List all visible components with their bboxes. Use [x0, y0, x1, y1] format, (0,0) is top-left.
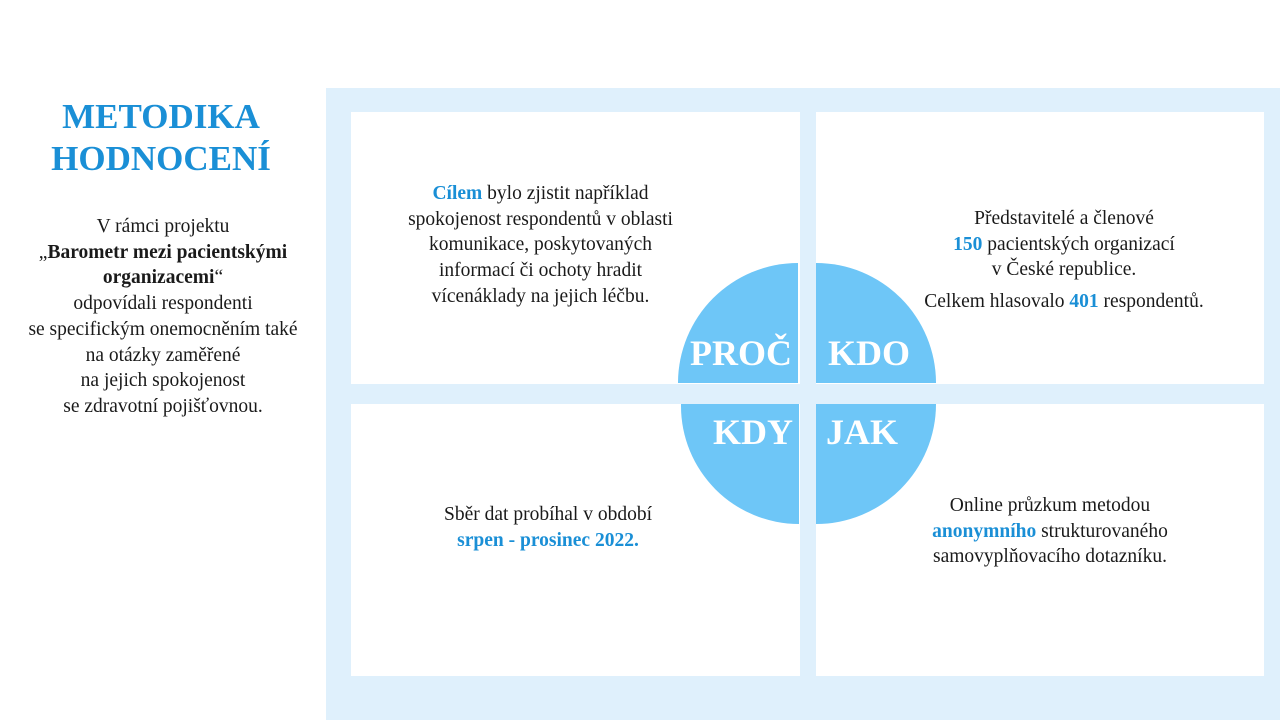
intro-text — [0, 214, 326, 420]
quadrant-kdo-label: KDO — [828, 333, 911, 373]
intro-line: odpovídali respondenti — [73, 293, 253, 315]
quadrant-jak-label: JAK — [826, 412, 898, 452]
kdo-line2-rest: pacientských organizací — [982, 233, 1175, 255]
kdo-text — [864, 206, 1264, 315]
jak-line — [850, 519, 1250, 545]
quadrant-kdy-label: KDY — [713, 412, 793, 452]
intro-line: se specifickým onemocněním také — [28, 318, 298, 340]
proc-line — [351, 181, 730, 207]
jak-text — [850, 493, 1250, 570]
jak-line: Online průzkum metodou — [949, 495, 1151, 516]
jak-line: samovyplňovacího dotazníku. — [933, 546, 1167, 568]
quote-close: “ — [214, 267, 224, 289]
intro-line: se zdravotní pojišťovnou. — [63, 395, 263, 417]
project-name: Barometr mezi pacientskými — [47, 241, 288, 263]
proc-text — [351, 181, 730, 310]
proc-line: spokojenost respondentů v oblasti — [408, 208, 673, 230]
kdo-line — [864, 232, 1264, 258]
kdo-line4-pre: Celkem hlasovalo — [924, 291, 1070, 313]
kdy-period: srpen - prosinec 2022. — [457, 529, 639, 551]
quadrant-proc-label: PROČ — [690, 333, 792, 373]
proc-line1-rest: bylo zjistit například — [482, 183, 649, 204]
page-title — [0, 96, 322, 180]
jak-line2-rest: strukturovaného — [1036, 520, 1168, 542]
jak-highlight: anonymního — [932, 520, 1037, 542]
kdo-respondent-count: 401 — [1069, 291, 1099, 313]
kdy-line: Sběr dat probíhal v období — [444, 504, 652, 525]
proc-line: komunikace, poskytovaných — [428, 234, 653, 256]
page-title-line2: HODNOCENÍ — [51, 139, 271, 178]
intro-line: na otázky zaměřené — [85, 344, 241, 366]
proc-line: informací či ochoty hradit — [438, 260, 643, 282]
kdo-line — [864, 289, 1264, 315]
page-title-line1: METODIKA — [62, 97, 260, 136]
intro-line — [0, 265, 326, 291]
kdo-line4-post: respondentů. — [1098, 291, 1204, 313]
project-name-cont: organizacemi — [102, 267, 215, 289]
kdy-text — [351, 502, 745, 553]
proc-highlight: Cílem — [432, 183, 483, 204]
kdo-line: Představitelé a členové — [974, 208, 1154, 229]
kdo-line: v České republice. — [991, 259, 1137, 281]
intro-line — [0, 240, 326, 266]
methodology-panel — [326, 88, 1280, 720]
intro-line: V rámci projektu — [96, 216, 230, 237]
proc-line: vícenáklady na jejich léčbu. — [431, 285, 650, 307]
intro-line: na jejich spokojenost — [80, 370, 246, 392]
quote-open: „ — [38, 241, 48, 263]
kdo-org-count: 150 — [953, 233, 983, 255]
